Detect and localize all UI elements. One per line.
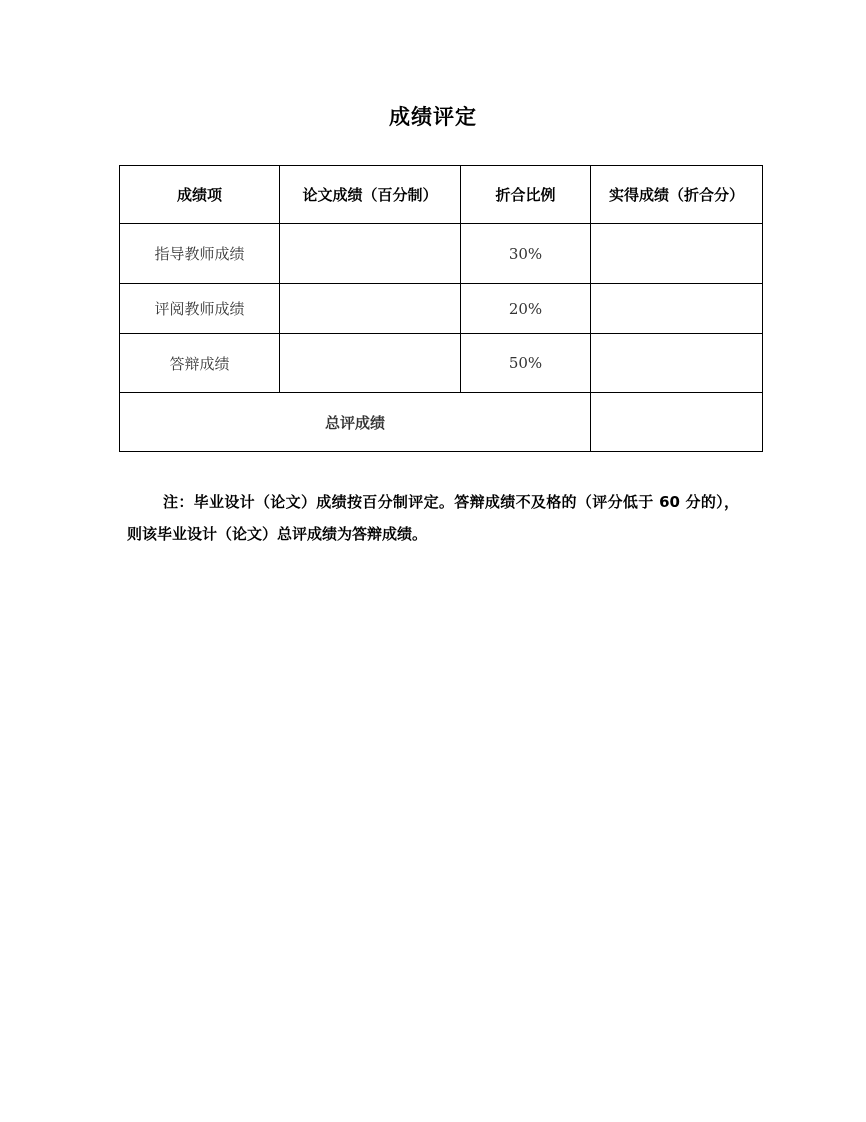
total-score-cell[interactable] [591,393,763,452]
grade-table [119,165,763,452]
paper-score-cell[interactable] [280,284,461,334]
actual-score-cell[interactable] [591,284,763,334]
row-item-label: 答辩成绩 [120,334,280,393]
ratio-cell: 30% [461,224,591,284]
actual-score-cell[interactable] [591,334,763,393]
paper-score-cell[interactable] [280,334,461,393]
ratio-cell: 50% [461,334,591,393]
row-item-label: 指导教师成绩 [120,224,280,284]
row-item-label: 评阅教师成绩 [120,284,280,334]
page-title: 成绩评定 [389,105,477,129]
note-text: 注：毕业设计（论文）成绩按百分制评定。答辩成绩不及格的（评分低于 60 分的），则该毕业设计（论文）总评成绩为答辩成绩。 [127,493,739,543]
table-row [120,224,763,284]
total-label: 总评成绩 [120,393,591,452]
table-header-row [120,166,763,224]
table-row [120,284,763,334]
header-actual-score: 实得成绩（折合分） [591,166,763,224]
paper-score-cell[interactable] [280,224,461,284]
actual-score-cell[interactable] [591,224,763,284]
header-paper-score: 论文成绩（百分制） [280,166,461,224]
header-item: 成绩项 [120,166,280,224]
ratio-cell: 20% [461,284,591,334]
header-ratio: 折合比例 [461,166,591,224]
table-row [120,334,763,393]
total-row [120,393,763,452]
